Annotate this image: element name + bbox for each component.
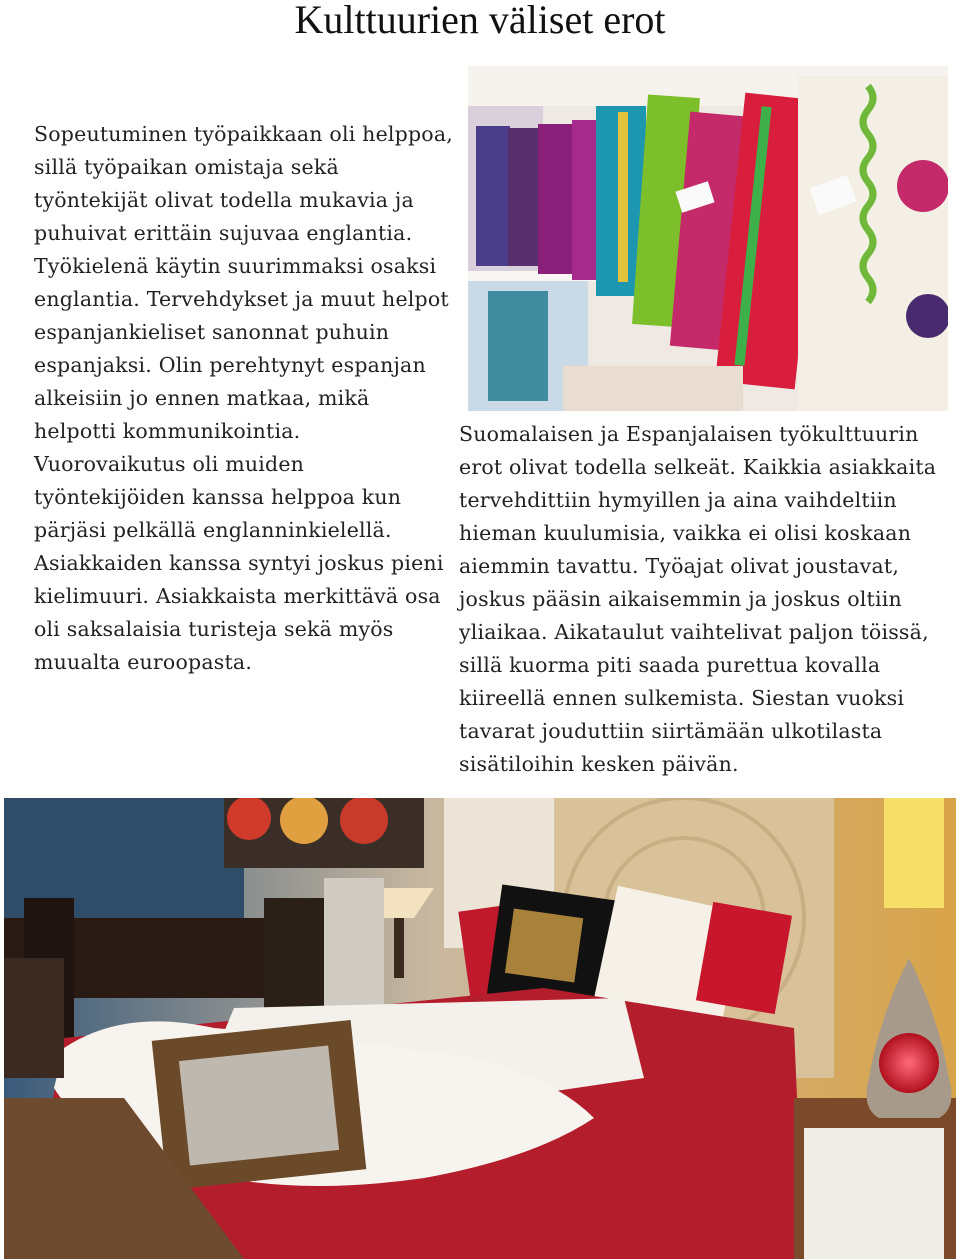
page-title: Kulttuurien väliset erot xyxy=(294,0,666,42)
left-paragraph: Sopeutuminen työpaikkaan oli helppoa, sillä työpaikan omistaja sekä työntekijät olivat todella mukavia ja puhuivat erittäin sujuvaa englantia. Työkielenä käytin suurimmaksi osaksi englantia. Tervehdykset ja muut helpot espanjankieliset sanonnat puhuin espanjaksi. Olin perehtynyt espanjan alkeisiin jo ennen matkaa, mikä helpotti kommunikointia. Vuorovaikutus oli muiden työntekijöiden kanssa helppoa kun pärjäsi pelkällä englanninkielellä. Asiakkaiden kanssa syntyi joskus pieni kielimuuri. Asiakkaista merkittävä osa oli saksalaisia turisteja sekä myös muualta euroopasta. xyxy=(34,122,453,674)
right-paragraph: Suomalaisen ja Espanjalaisen työkulttuurin erot olivat todella selkeät. Kaikkia asiakkaita tervehdittiin hymyillen ja aina vaihdeltiin hieman kuulumisia, vaikka ei olisi koskaan aiemmin tavattu. Työajat olivat joustavat, joskus pääsin aikaisemmin ja joskus oltiin yliaikaa. Aikataulut vaihtelivat paljon töissä, sillä kuorma piti saada purettua kovalla kiireellä ennen sulkemista. Siestan vuoksi tavarat jouduttiin siirtämään ulkotilasta sisätiloihin kesken päivän. xyxy=(459,422,937,776)
bedroom-photo xyxy=(4,798,956,1259)
pillows-photo xyxy=(468,66,948,411)
